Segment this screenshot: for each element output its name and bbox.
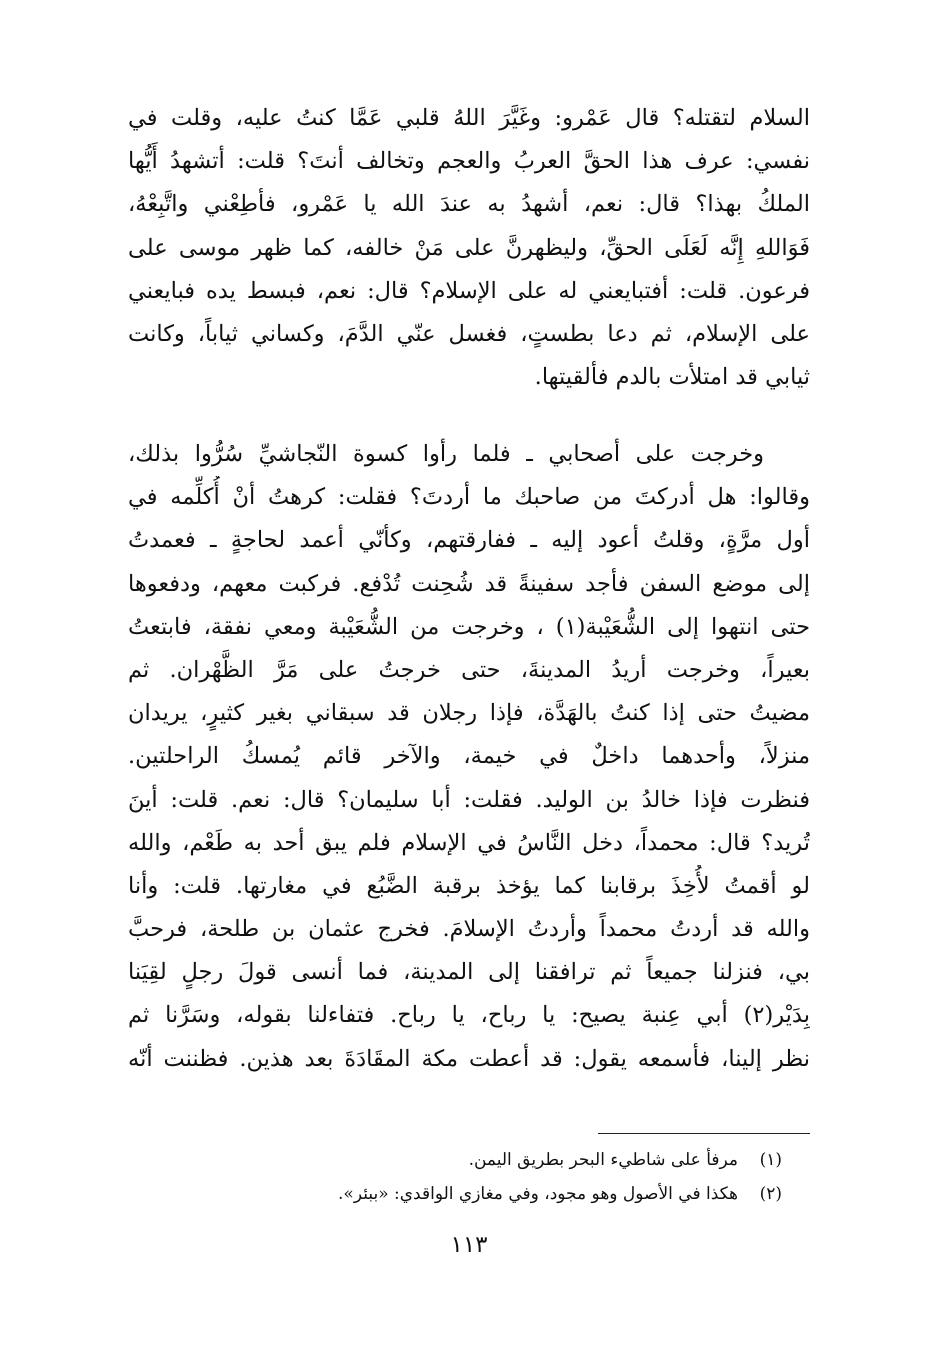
paragraph-1 xyxy=(128,97,810,399)
text-line: حتى انتهوا إلى الشُّعَيْبة(١) ، وخرجت من الشُّعَيْبة ومعي نفقة، فابتعتُ xyxy=(128,613,810,640)
text-line: فرعون. قلت: أفتبايعني له على الإسلام؟ قال: نعم، فبسط يده فبايعني xyxy=(128,277,810,304)
text-line: إلى موضع السفن فأجد سفينةً قد شُحِنت تُدْفع. فركبت معهم، ودفعوها xyxy=(128,570,810,597)
text-line: نظر إلينا، فأسمعه يقول: قد أعطت مكة المقَادَةَ بعد هذين. فظننت أنّه xyxy=(128,1045,810,1072)
text-line: الملكُ بهذا؟ قال: نعم، أشهدُ به عندَ الله يا عَمْرو، فأطِعْني واتَّبِعْهُ، xyxy=(128,191,810,218)
footnote xyxy=(250,1143,782,1177)
paragraph-2 xyxy=(128,433,810,1081)
text-line: أول مرَّةٍ، وقلتُ أعود إليه ـ ففارقتهم، وكأنّي أعمد لحاجةٍ ـ فعمدتُ xyxy=(128,527,810,554)
text-line: لو أقمتُ لأُخِذَ برقابنا كما يؤخذ برقبة الضَّبُع في مغارتها. قلت: وأنا xyxy=(128,872,810,899)
text-line: منزلاً، وأحدهما داخلٌ في خيمة، والآخر قائم يُمسكُ الراحلتين. xyxy=(128,743,810,770)
text-line: السلام لتقتله؟ قال عَمْرو: وغَيَّرَ اللهُ قلبي عَمَّا كنتُ عليه، وقلت في xyxy=(128,105,810,131)
page-number: ١١٣ xyxy=(450,1232,488,1258)
footnote xyxy=(250,1177,782,1211)
footnote-text: هكذا في الأصول وهو مجود، وفي مغازي الواقدي: «ببئر». xyxy=(338,1184,738,1204)
text-line: وخرجت على أصحابي ـ فلما رأوا كسوة النّجاشيِّ سُرُّوا بذلك، xyxy=(128,441,764,467)
footnote-separator xyxy=(598,1133,810,1134)
text-line: بي، فنزلنا جميعاً ثم ترافقنا إلى المدينة، فما أنسى قولَ رجلٍ لقِيَنا xyxy=(128,959,810,986)
text-line: ثيابي قد امتلأت بالدم فألقيتها. xyxy=(534,364,810,391)
footnote-number: (١) xyxy=(759,1150,782,1170)
text-line: بعيراً، وخرجت أريدُ المدينةَ، حتى خرجتُ على مَرَّ الظَّهْران. ثم xyxy=(128,656,810,683)
footnote-text: مرفأ على شاطيء البحر بطريق اليمن. xyxy=(468,1150,738,1170)
footnotes xyxy=(250,1143,782,1211)
text-line: تُريد؟ قال: محمداً، دخل النَّاسُ في الإسلام فلم يبق أحد به طَعْم، والله xyxy=(128,829,810,856)
text-line: نفسي: عرف هذا الحقَّ العربُ والعجم وتخالف أنتَ؟ قلت: أتشهدُ أَيُّها xyxy=(128,148,810,175)
text-line: على الإسلام، ثم دعا بطستٍ، فغسل عنّي الدَّمَ، وكساني ثياباً، وكانت xyxy=(128,320,810,347)
text-line: وقالوا: هل أدركتَ من صاحبك ما أردتَ؟ فقلت: كرهتُ أنْ أُكلِّمه في xyxy=(128,484,810,511)
text-line: فنظرت فإذا خالدُ بن الوليد. فقلت: أبا سليمان؟ قال: نعم. قلت: أينَ xyxy=(128,786,810,813)
text-line: مضيتُ حتى إذا كنتُ بالهَدَّة، فإذا رجلان قد سبقاني بغير كثيرٍ، يريدان xyxy=(128,700,810,727)
footnote-number: (٢) xyxy=(759,1184,782,1204)
text-line: فَوَاللهِ إِنَّه لَعَلَى الحقِّ، وليظهرنَّ على مَنْ خالفه، كما ظهر موسى على xyxy=(128,234,810,261)
text-line: بِدَيْر(٢) أبي عِنبة يصيح: يا رباح، يا رباح. فتفاءلنا بقوله، وسَرَّنا ثم xyxy=(128,1002,810,1029)
text-line: والله قد أردتُ محمداً وأردتُ الإسلامَ. فخرج عثمان بن طلحة، فرحبَّ xyxy=(128,916,810,943)
